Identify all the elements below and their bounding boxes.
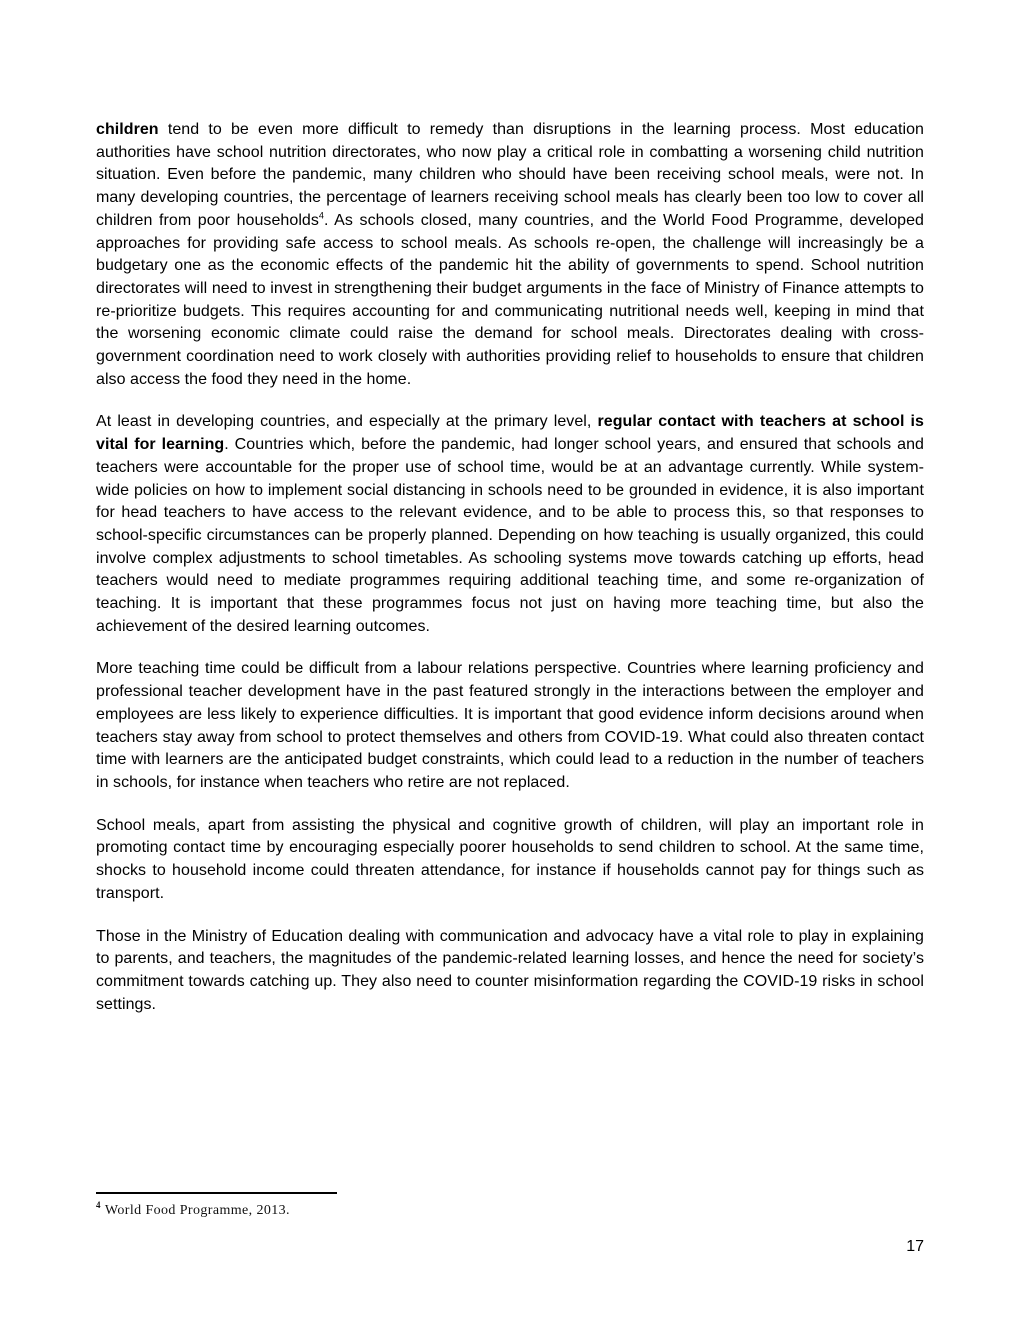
footnote bbox=[96, 1200, 290, 1219]
paragraph-teacher-contact bbox=[96, 411, 924, 638]
footnote-reference[interactable]: 4 bbox=[318, 210, 324, 221]
paragraph-text: tend to be even more difficult to remedy than disruptions in the learning process. Most education authorities have school nutrition directorates, who now play a critical role in combatting a worsening child nutrition situation. Even before the pandemic, many children who should have been receiving school meals, were not. In many developing countries, the percentage of learners receiving school meals has clearly been too low to cover all children from poor households bbox=[96, 121, 924, 229]
page-number: 17 bbox=[906, 1238, 924, 1255]
bold-lead-children: children bbox=[96, 121, 159, 138]
footnote-number: 4 bbox=[96, 1200, 101, 1211]
footnote-text: World Food Programme, 2013. bbox=[104, 1203, 290, 1218]
footnote-separator bbox=[96, 1192, 337, 1194]
paragraph-text: . As schools closed, many countries, and the World Food Programme, developed approaches for providing safe access to school meals. As schools re-open, the challenge will increasingly be a budgetary one as the economic effects of the pandemic hit the ability of governments to spend. School nutrition directorates will need to invest in strengthening their budget arguments in the face of Ministry of Finance attempts to re-prioritize budgets. This requires accounting for and communicating nutritional needs well, keeping in mind that the worsening economic climate could raise the demand for school meals. Directorates dealing with cross-government coordination need to work closely with authorities providing relief to households to ensure that children also access the food they need in the home. bbox=[96, 211, 924, 388]
bold-emphasis-contact: regular contact with teachers at school is vital for learning bbox=[96, 413, 925, 454]
paragraph-school-nutrition bbox=[96, 119, 924, 391]
paragraph-text: . Countries which, before the pandemic, had longer school years, and ensured that schools and teachers were accountable for the proper use of school time, would be at an advantage currently. While system-wide policies on how to implement social distancing in schools need to be grounded in evidence, it is also important for head teachers to have access to the relevant evidence, and to be able to process this, so that responses to school-specific circumstances can be properly planned. Depending on how teaching is usually organized, this could involve complex adjustments to school timetables. As schooling systems move towards catching up efforts, head teachers would need to mediate programmes requiring additional teaching time, and some re-organization of teaching. It is important that these programmes focus not just on having more teaching time, but also the achievement of the desired learning outcomes. bbox=[96, 436, 924, 635]
paragraph-communication: Those in the Ministry of Education dealing with communication and advocacy have a vital role to play in explaining to parents, and teachers, the magnitudes of the pandemic-related learning losses, and hence the need for society’s commitment towards catching up. They also need to counter misinformation regarding the COVID-19 risks in school settings. bbox=[96, 927, 924, 1013]
paragraph-labour-relations: More teaching time could be difficult from a labour relations perspective. Countries where learning proficiency and professional teacher development have in the past featured strongly in the interactions between the employer and employees are less likely to experience difficulties. It is important that good evidence inform decisions around when teachers stay away from school to protect themselves and others from COVID-19. What could also threaten contact time with learners are the anticipated budget constraints, which could lead to a reduction in the number of teachers in schools, for instance when teachers who retire are not replaced. bbox=[96, 660, 924, 791]
paragraph-school-meals: School meals, apart from assisting the physical and cognitive growth of children, will play an important role in promoting contact time by encouraging especially poorer households to send children to school. At the same time, shocks to household income could threaten attendance, for instance if households cannot pay for things such as transport. bbox=[96, 816, 924, 902]
paragraph-text: At least in developing countries, and especially at the primary level, bbox=[96, 413, 598, 431]
document-body bbox=[96, 119, 924, 1036]
